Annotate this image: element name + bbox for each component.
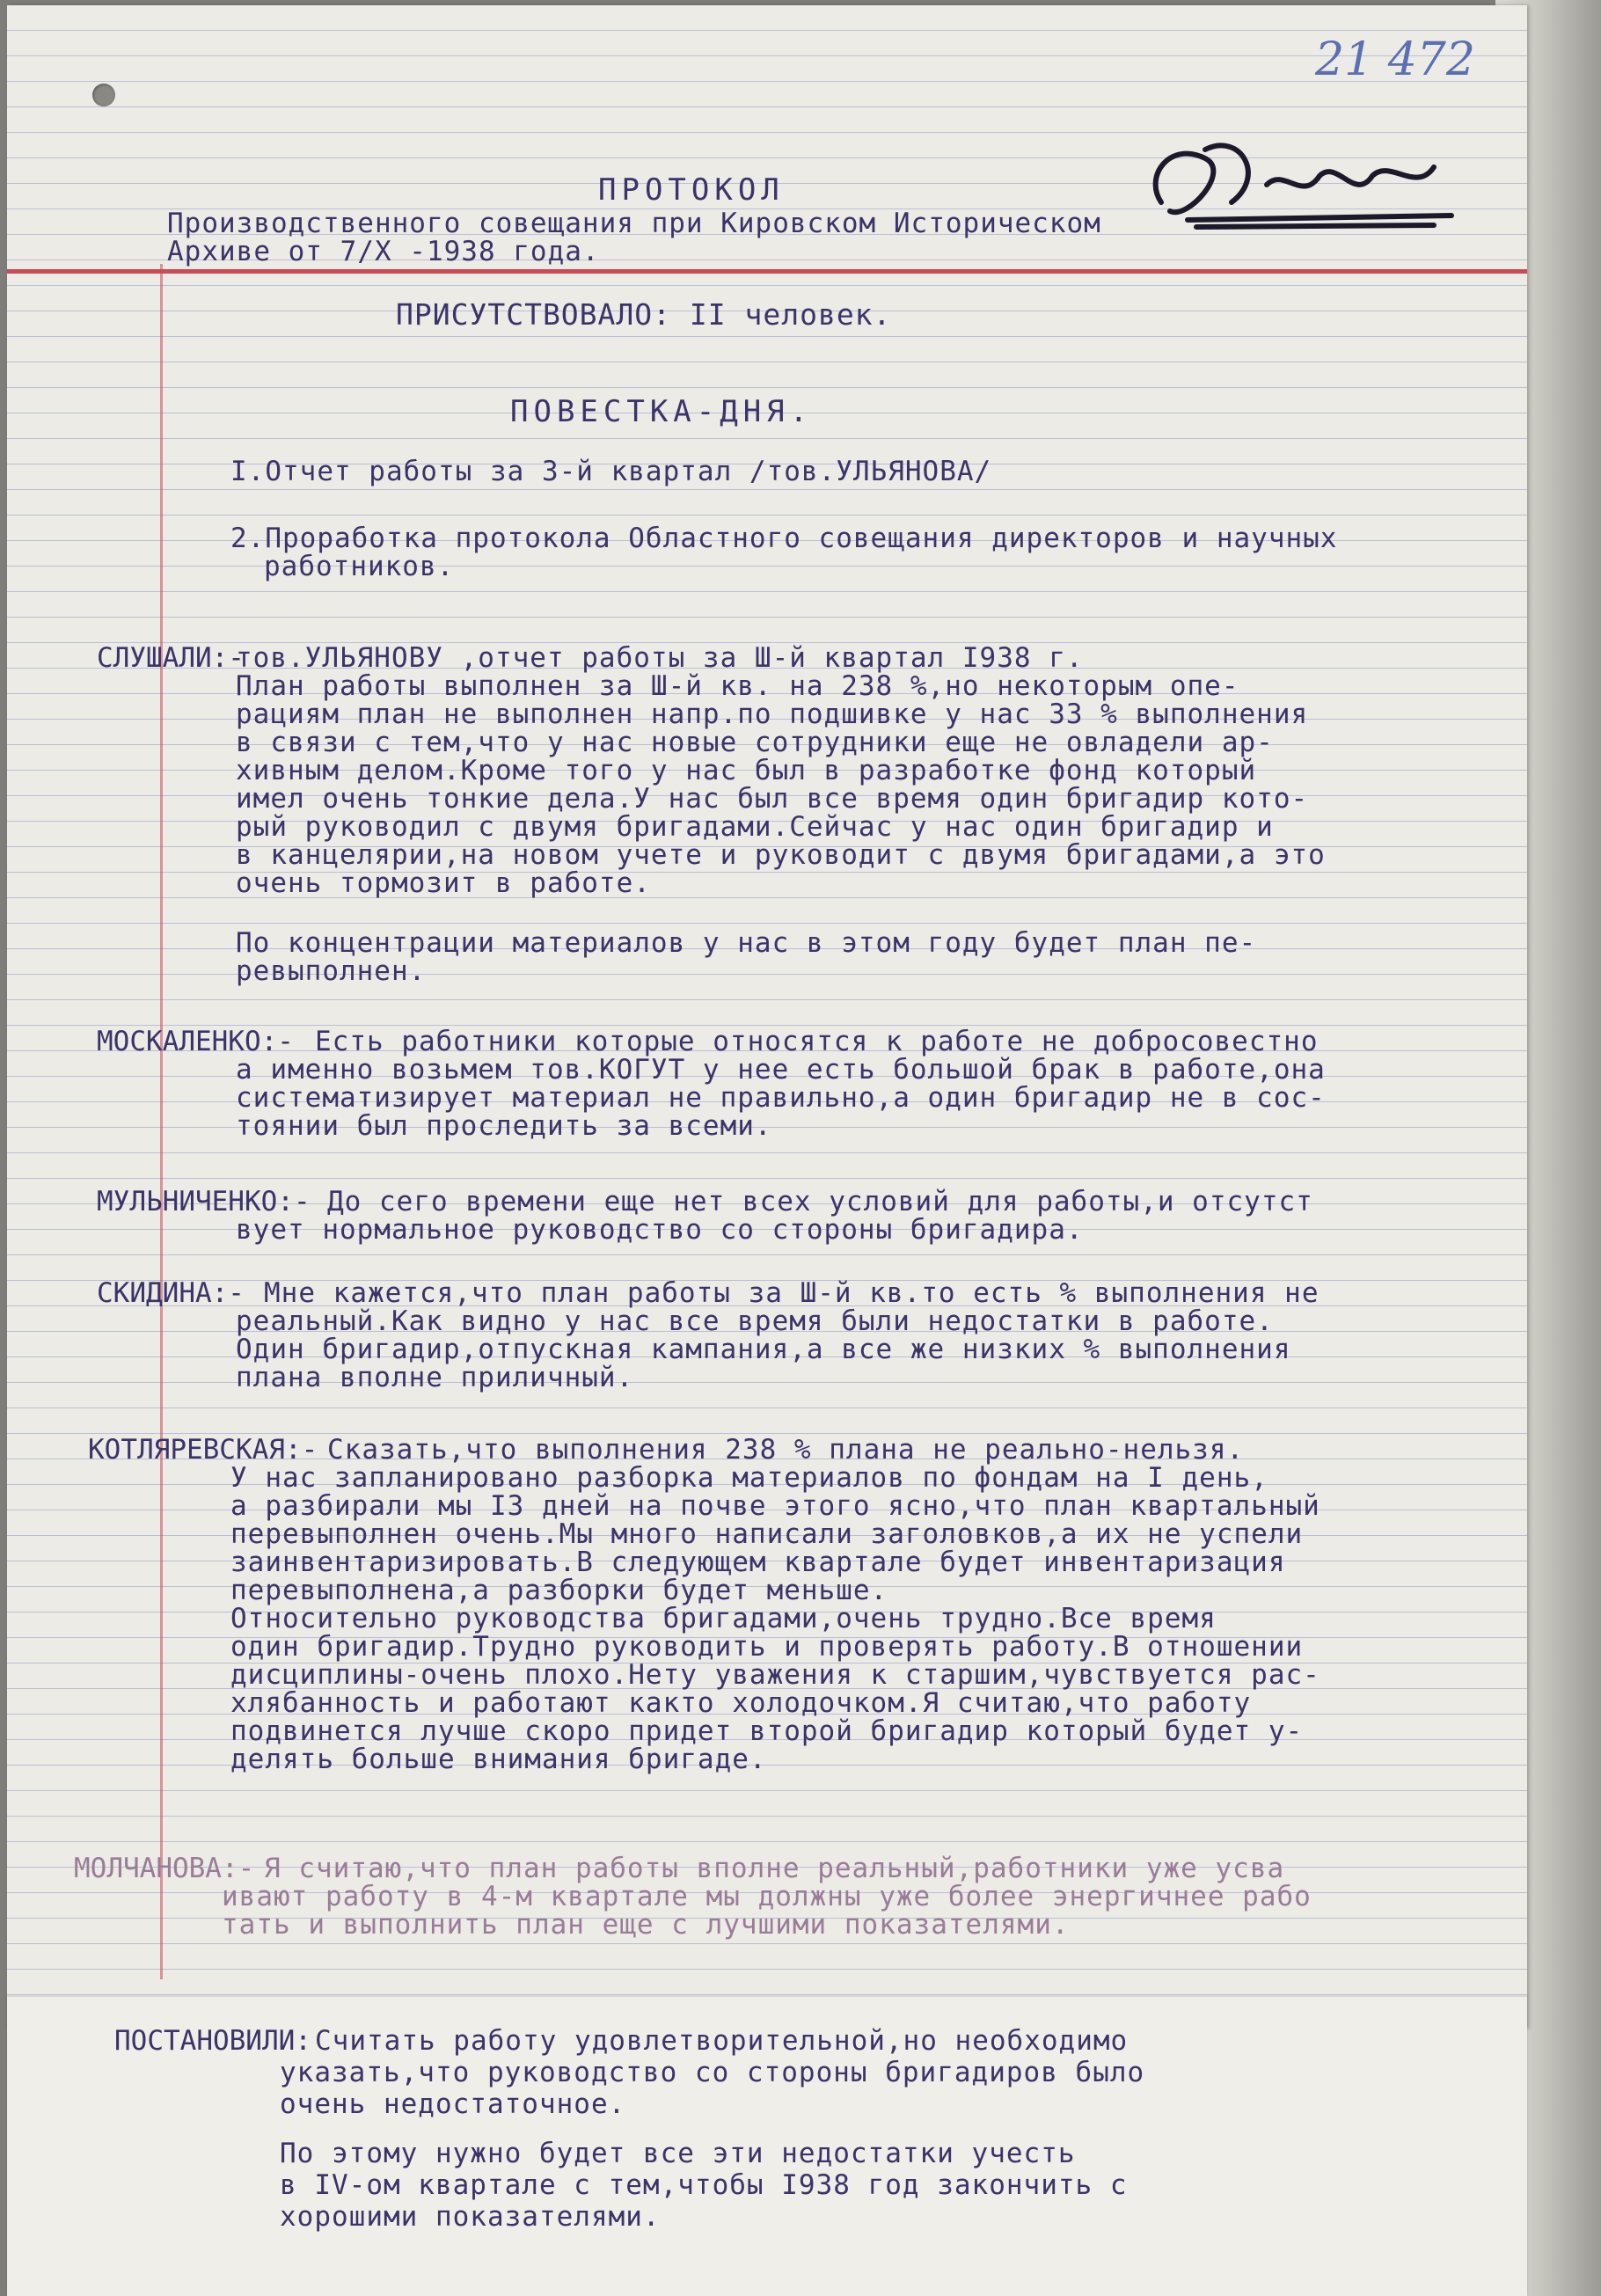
resolved-line: в IV-ом квартале с тем,чтобы I938 год закончить с (280, 2169, 1128, 2201)
speaker-line: а именно возьмем тов.КОГУТ у нее есть большой брак в работе,она (236, 1054, 1326, 1086)
listened-line: тов.УЛЬЯНОВУ ,отчет работы за Ш-й квартал I938 г. (236, 642, 1084, 674)
speaker-line: перевыполнен очень.Мы много написали заголовков,а их не успели (230, 1518, 1304, 1550)
listened-line: рый руководил с двумя бригадами.Сейчас у нас один бригадир и (236, 811, 1274, 843)
listened-line: имел очень тонкие дела.У нас был все время один бригадир кото- (236, 783, 1309, 815)
speaker-line: реальный.Как видно у нас все время были недостатки в работе. (236, 1305, 1274, 1337)
listened-line: хивным делом.Кроме того у нас был в разработке фонд который (236, 755, 1257, 786)
speaker-line: Относительно руководства бригадами,очень трудно.Все время (230, 1603, 1217, 1634)
speaker-line: один бригадир.Трудно руководить и проверять работу.В отношении (230, 1631, 1304, 1663)
speaker-line: тать и выполнить план еще с лучшими показателями. (222, 1909, 1070, 1941)
speaker-line: До сего времени еще нет всех условий для работы,и отсутст (327, 1186, 1313, 1217)
speaker-line: дисциплины-очень плохо.Нету уважения к старшим,чувствуется рас- (230, 1659, 1320, 1691)
resolved-line: очень недостаточное. (280, 2088, 626, 2120)
speaker-line: подвинется лучше скоро придет второй бригадир который будет у- (230, 1715, 1304, 1747)
listened-line: План работы выполнен за Ш-й кв. на 238 %,но некоторым опе- (236, 670, 1239, 702)
speaker-line: а разбирали мы I3 дней на почве этого ясно,что план квартальный (230, 1490, 1320, 1522)
resolved-line: По этому нужно будет все эти недостатки учесть (280, 2138, 1076, 2169)
speaker-name: СКИДИНА:- (97, 1277, 245, 1309)
speaker-line: тоянии был проследить за всеми. (236, 1110, 772, 1142)
speaker-name: КОТЛЯРЕВСКАЯ:- (88, 1434, 318, 1466)
speaker-line: делять больше внимания бригаде. (230, 1744, 767, 1775)
listened-label: СЛУШАЛИ:- (97, 642, 245, 674)
resolved-line: указать,что руководство со стороны бригадиров было (280, 2057, 1145, 2088)
speaker-line: перевыполнена,а разборки будет меньше. (230, 1575, 888, 1606)
speaker-name: МОЛЧАНОВА:- (74, 1853, 255, 1884)
speaker-line: У нас запланировано разборка материалов по фондам на I день, (230, 1462, 1268, 1494)
header-rule (7, 269, 1527, 274)
listened-line: По концентрации материалов у нас в этом году будет план пе- (236, 927, 1257, 959)
speaker-line: ивают работу в 4-м квартале мы должны уже более энергичнее рабо (222, 1881, 1312, 1912)
speaker-line: вует нормальное руководство со стороны бригадира. (236, 1214, 1084, 1246)
speaker-line: систематизирует материал не правильно,а один бригадир не в сос- (236, 1082, 1326, 1114)
header-line-1: Производственного совещания при Кировском Историческом (167, 208, 1101, 239)
listened-line: очень тормозит в работе. (236, 867, 651, 899)
listened-line: в связи с тем,что у нас новые сотрудники еще не овладели ар- (236, 727, 1274, 758)
punch-hole (92, 84, 115, 106)
listened-line: в канцелярии,на новом учете и руководит с двумя бригадами,а это (236, 839, 1326, 871)
listened-line: рациям план не выполнен напр.по подшивке у нас 33 % выполнения (236, 698, 1309, 730)
speaker-line: Один бригадир,отпускная кампания,а все же низких % выполнения (236, 1334, 1291, 1365)
resolved-line: хорошими показателями. (280, 2201, 661, 2233)
header-line-2: Архиве от 7/Х -1938 года. (167, 236, 600, 267)
speaker-name: МОСКАЛЕНКО:- (97, 1026, 294, 1057)
speaker-line: плана вполне приличный. (236, 1362, 634, 1393)
archive-number: 21 472 (1315, 33, 1475, 86)
speaker-line: хлябанность и работают както холодочком.Я считаю,что работу (230, 1687, 1252, 1719)
resolved-label: ПОСТАНОВИЛИ: (114, 2025, 311, 2057)
speaker-line: Мне кажется,что план работы за Ш-й кв.то есть % выполнения не (264, 1277, 1320, 1309)
agenda-item-2: 2.Проработка протокола Областного совещания директоров и научных (230, 523, 1338, 554)
document-title: ПРОТОКОЛ (598, 172, 785, 208)
agenda-title: ПОВЕСТКА-ДНЯ. (510, 394, 814, 429)
speaker-name: МУЛЬНИЧЕНКО:- (97, 1186, 311, 1217)
resolved-line: Считать работу удовлетворительной,но необходимо (315, 2025, 1129, 2057)
speaker-line: Есть работники которые относятся к работе не добросовестно (315, 1026, 1319, 1057)
margin-rule (160, 264, 163, 1979)
attendance: ПРИСУТСТВОВАЛО: II человек. (396, 297, 892, 332)
speaker-line: заинвентаризировать.В следующем квартале будет инвентаризация (230, 1547, 1286, 1578)
signature-stamp (1135, 123, 1469, 238)
agenda-item-1: I.Отчет работы за 3-й квартал /тов.УЛЬЯНОВА/ (230, 456, 992, 487)
listened-line: ревыполнен. (236, 955, 427, 987)
speaker-line: Я считаю,что план работы вполне реальный,работники уже усва (264, 1853, 1285, 1884)
speaker-line: Сказать,что выполнения 238 % плана не реально-нельзя. (327, 1434, 1245, 1466)
agenda-item-2-cont: работников. (264, 551, 455, 582)
